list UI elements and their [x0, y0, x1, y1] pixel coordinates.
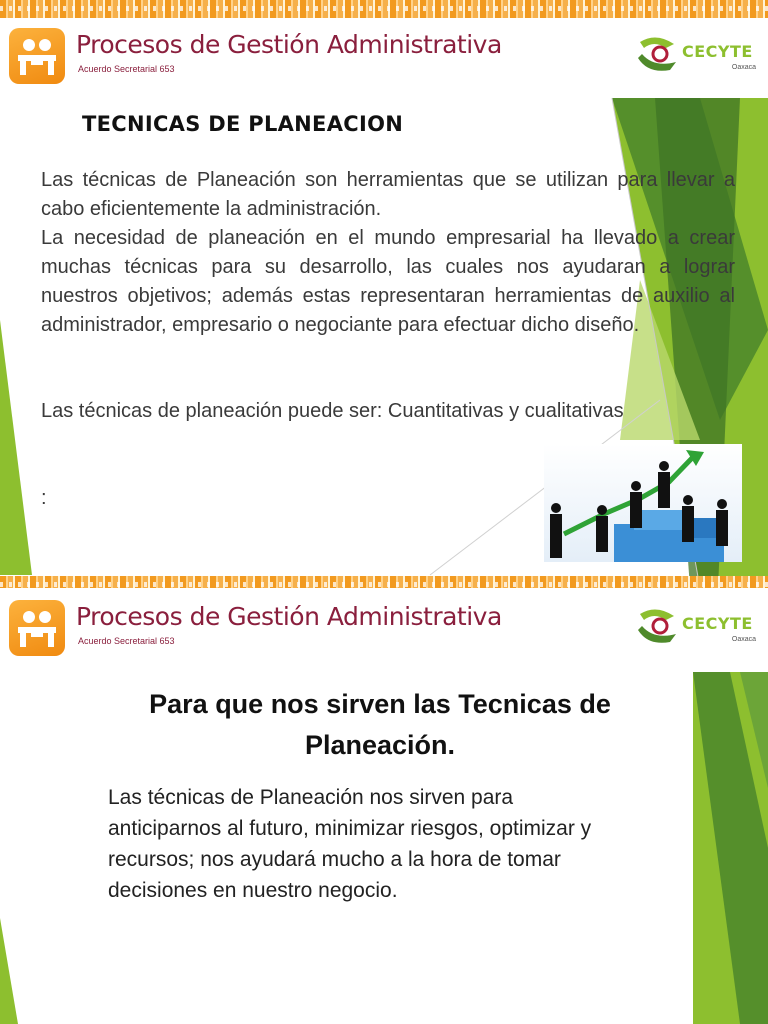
slide-2-title: Para que nos sirven las Tecnicas de Planeación. [149, 689, 611, 760]
cecyte-logo-text: CECYTE [682, 614, 753, 633]
paragraph-definition: Las técnicas de Planeación son herramientas que se utilizan para llevar a cabo eficientemente la administración. [41, 169, 735, 220]
header-title: Procesos de Gestión Administrativa [76, 602, 502, 631]
slide-2-body: Las técnicas de Planeación nos sirven para anticiparnos al futuro, minimizar riesgos, optimizar y recursos; nos ayudará mucho a la hora de tomar decisiones en nuestro negocio. [108, 786, 592, 902]
slide-1-title: TECNICAS DE PLANEACION [82, 112, 404, 136]
cecyte-logo-sub: Oaxaca [731, 64, 756, 71]
cecyte-logo-text: CECYTE [682, 42, 753, 61]
paragraph-necessity: La necesidad de planeación en el mundo empresarial ha llevado a crear muchas técnicas para su desarrollo, las cuales nos ayudaran a lograr nuestros objetivos; además estas representaran herramientas de auxilio al administrador, empresario o negociante para efectuar dicho diseño. [41, 227, 735, 336]
paragraph-colon: : [41, 487, 47, 509]
bottom-border [0, 576, 768, 588]
business-growth-image [544, 444, 742, 562]
paragraph-types: Las técnicas de planeación puede ser: Cuantitativas y cualitativas [41, 400, 624, 422]
cecyte-logo-sub: Oaxaca [731, 636, 756, 643]
slide-2 [0, 588, 768, 1024]
header-subtitle: Acuerdo Secretarial 653 [78, 636, 175, 646]
header-title: Procesos de Gestión Administrativa [76, 30, 502, 59]
header-subtitle: Acuerdo Secretarial 653 [78, 64, 175, 74]
